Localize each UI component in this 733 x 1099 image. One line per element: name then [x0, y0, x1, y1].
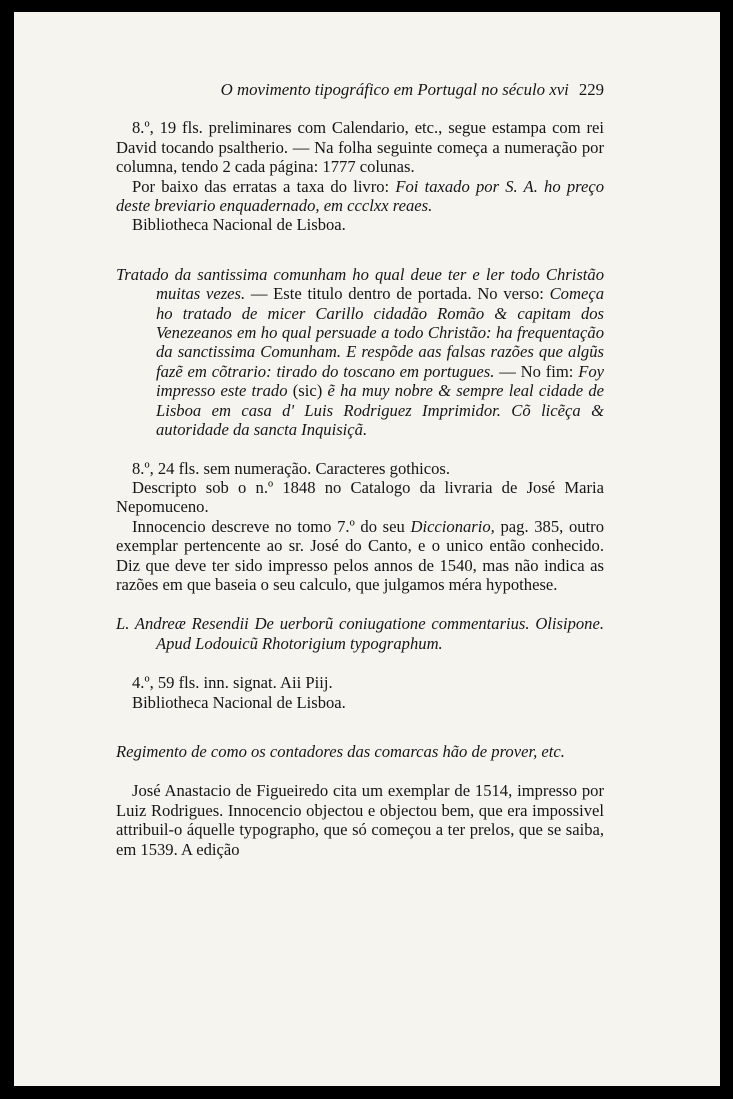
running-header: [116, 80, 604, 99]
innocencio-text-b: pag. 385, outro exemplar pertencente ao sr. José do Canto, e o unico então conhecido. Diz que deve ter sido impresso pelos annos de 1540, mas não indica as razões em que baseia o seu calculo, que julgamos méra hypothese.: [116, 516, 604, 594]
running-title: O movimento tipográfico em Portugal no século xvi: [220, 80, 569, 99]
figueiredo-paragraph: José Anastacio de Figueiredo cita um exemplar de 1514, impresso por Luiz Rodrigues. Innocencio objectou e objectou bem, que era impossivel attribuil-o áquelle typographo, que só começou a ter prelos, que se saiba, em 1539. A edição: [116, 781, 604, 859]
tax-quote: Foi taxado por S. A. ho preço deste breviario enquadernado, em ccclxx reaes.: [116, 176, 604, 216]
collation-paragraph: 8.º, 19 fls. preliminares com Calendario, etc., segue estampa com rei David tocando psaltherio. — Na folha seguinte começa a numeração por columna, tendo 2 cada página: 1777 colunas.: [116, 118, 604, 177]
entry-verso-text: Começa ho tratado de micer Carillo cidadão Romão & capitam dos Venezeanos em ho qual persuade a todo Christão: ha frequentação da sanctissima Comunham. E respõde aas falsas razões que algũs fazẽ em cõtrario: tirado do toscano em portugues.: [156, 284, 604, 381]
diccionario-title: Diccionario,: [410, 516, 495, 536]
entry-colophon-intro: — No fim:: [494, 361, 579, 381]
tax-intro: Por baixo das erratas a taxa do livro:: [132, 176, 396, 196]
bibliographic-entry-tratado: [116, 265, 604, 440]
entry-note: — Este titulo dentro de portada. No verso:: [245, 284, 550, 304]
collation-paragraph: 8.º, 24 fls. sem numeração. Caracteres gothicos.: [132, 458, 451, 478]
bibliographic-entry-regimento: Regimento de como os contadores das comarcas hão de prover, etc.: [116, 741, 565, 761]
library-location: Bibliotheca Nacional de Lisboa.: [132, 692, 346, 712]
page-number: 229: [578, 80, 604, 99]
entry-colophon-b: ẽ ha muy nobre & sempre leal cidade de Lisboa em casa d' Luis Rodriguez Imprimidor. Cõ licẽça & autoridade da sancta Inquisiçã.: [156, 381, 604, 440]
entry-title: Tratado da santissima comunham ho qual deue ter e ler todo Christão muitas vezes.: [116, 264, 604, 304]
book-page: [14, 12, 720, 1086]
tax-paragraph: [116, 177, 604, 216]
innocencio-paragraph: [116, 517, 604, 595]
innocencio-text-a: Innocencio descreve no tomo 7.º do seu: [132, 516, 411, 536]
entry-colophon-a: Foy impresso este trado: [156, 361, 604, 401]
library-location: Bibliotheca Nacional de Lisboa.: [132, 215, 346, 235]
page-text: [116, 80, 604, 859]
collation-paragraph: 4.º, 59 fls. inn. signat. Aii Piij.: [132, 673, 333, 693]
entry-sic: (sic): [287, 381, 328, 401]
bibliographic-entry-resendii: L. Andreæ Resendii De uerborũ coniugatione commentarius. Olisipone. Apud Lodouicũ Rhotorigium typographum.: [116, 614, 604, 653]
description-paragraph: Descripto sob o n.º 1848 no Catalogo da livraria de José Maria Nepomuceno.: [116, 477, 604, 517]
